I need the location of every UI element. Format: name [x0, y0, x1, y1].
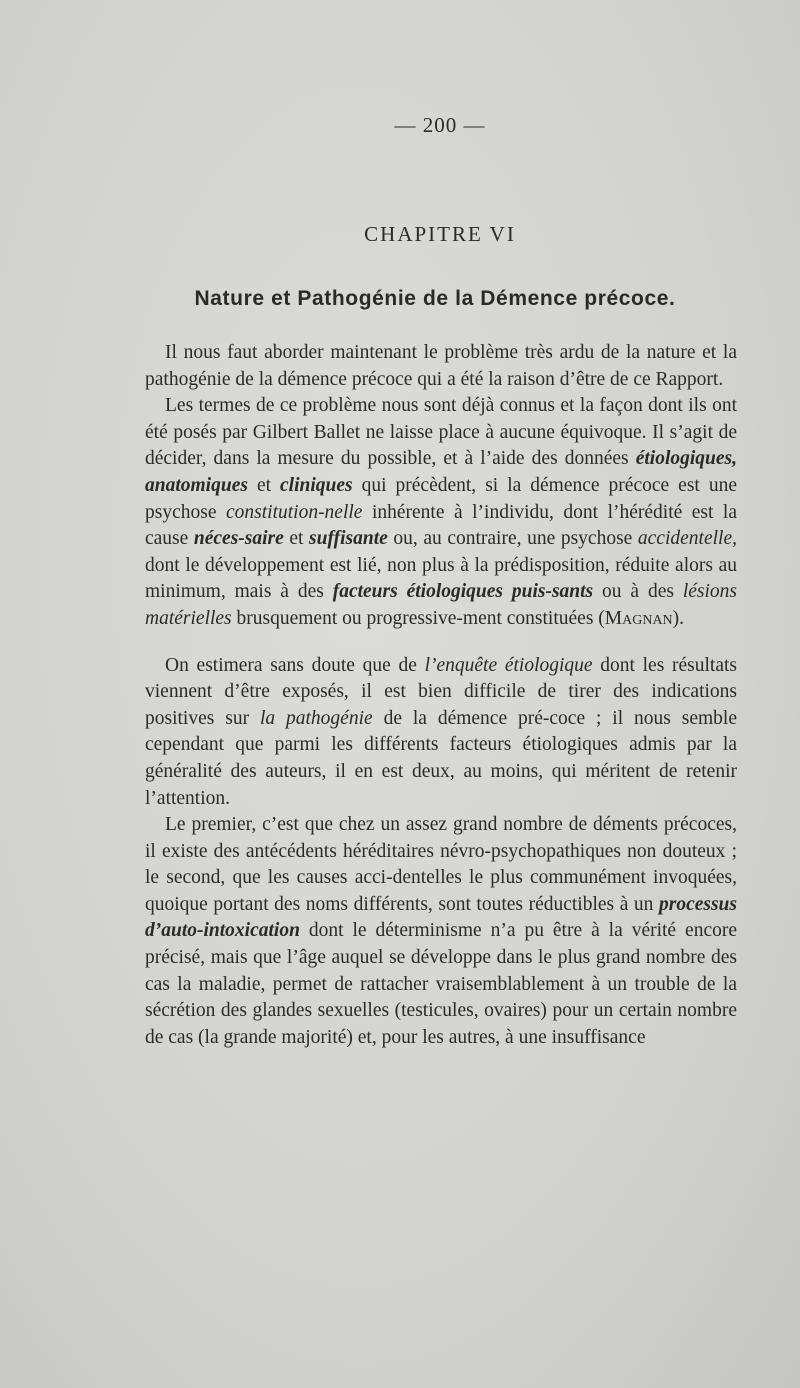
text-run: Il nous faut aborder maintenant le problème très ardu de la nature et la pathogénie de la démence précoce qui a été la raison d’être de ce Rapport. — [145, 342, 737, 390]
emphasis-text: l’enquête étiologique — [424, 654, 593, 676]
paragraph — [145, 340, 737, 393]
emphasis-text: lésions matérielles — [145, 581, 737, 629]
paragraph — [145, 393, 737, 632]
paragraph — [145, 812, 737, 1051]
text-run: ou à des — [593, 581, 683, 603]
text-run: de la démence pré-coce ; il nous semble cependant que parmi les différents facteurs étiologiques admis par la généralité des auteurs, il en est deux, au moins, qui méritent de retenir l’attention. — [145, 707, 737, 809]
emphasis-text: processus d’auto-intoxication — [145, 893, 737, 942]
emphasis-text: la pathogénie — [259, 707, 373, 729]
text-run: brusquement ou progressive-ment constituées ( — [231, 607, 605, 629]
text-run: dont les résultats viennent d’être exposés, il est bien difficile de tirer des indications positives sur — [145, 654, 737, 729]
page-number: — 200 — — [394, 113, 486, 137]
text-run: inhérente à l’individu, dont l’hérédité est la cause — [145, 501, 737, 550]
emphasis-text: suffisante — [309, 528, 388, 550]
emphasis-text: facteurs étiologiques puis-sants — [332, 581, 594, 603]
text-run: Les termes de ce problème nous sont déjà connus et la façon dont ils ont été posés par Gilbert Ballet ne laisse place à aucune équivoque. Il s’agit de décider, dans la mesure du possible, et à l’aide des données — [145, 395, 737, 470]
paragraph — [145, 653, 737, 813]
author-name: Magnan — [604, 607, 673, 629]
body-text — [145, 340, 737, 1051]
text-run: et — [247, 474, 281, 496]
text-run: et — [283, 528, 310, 550]
text-run: dont le déterminisme n’a pu être à la vérité encore précisé, mais que l’âge auquel se développe dans le plus grand nombre des cas la maladie, permet de rattacher vraisemblablement à un trouble de la sécrétion des glandes sexuelles (testicules, ovaires) pour un certain nombre de cas (la grande majorité) et, pour les autres, à une insuffisance — [145, 920, 737, 1048]
emphasis-text: cliniques — [280, 474, 353, 496]
text-run: qui précèdent, si la démence précoce est une psychose — [145, 474, 737, 523]
emphasis-text: néces-saire — [193, 528, 284, 550]
chapter-heading: CHAPITRE VI — [364, 222, 516, 246]
emphasis-text: constitution-nelle — [225, 501, 363, 523]
text-run: ). — [672, 607, 685, 629]
chapter-title: Nature et Pathogénie de la Démence précoce. — [194, 287, 676, 310]
emphasis-text: étiologiques, anatomiques — [145, 448, 737, 496]
emphasis-text: accidentelle, — [637, 528, 737, 550]
text-run: Le premier, c’est que chez un assez grand nombre de déments précoces, il existe des antécédents héréditaires névro-psychopathiques non douteux ; le second, que les causes acci-dentelles le plus communément invoquées, quoique portant des noms différents, sont toutes réductibles à un — [145, 814, 737, 915]
text-run: On estimera sans doute que de — [165, 654, 425, 676]
text-run: dont le développement est lié, non plus à la prédisposition, réduite alors au minimum, mais à des — [145, 554, 737, 603]
text-run: ou, au contraire, une psychose — [387, 528, 638, 550]
